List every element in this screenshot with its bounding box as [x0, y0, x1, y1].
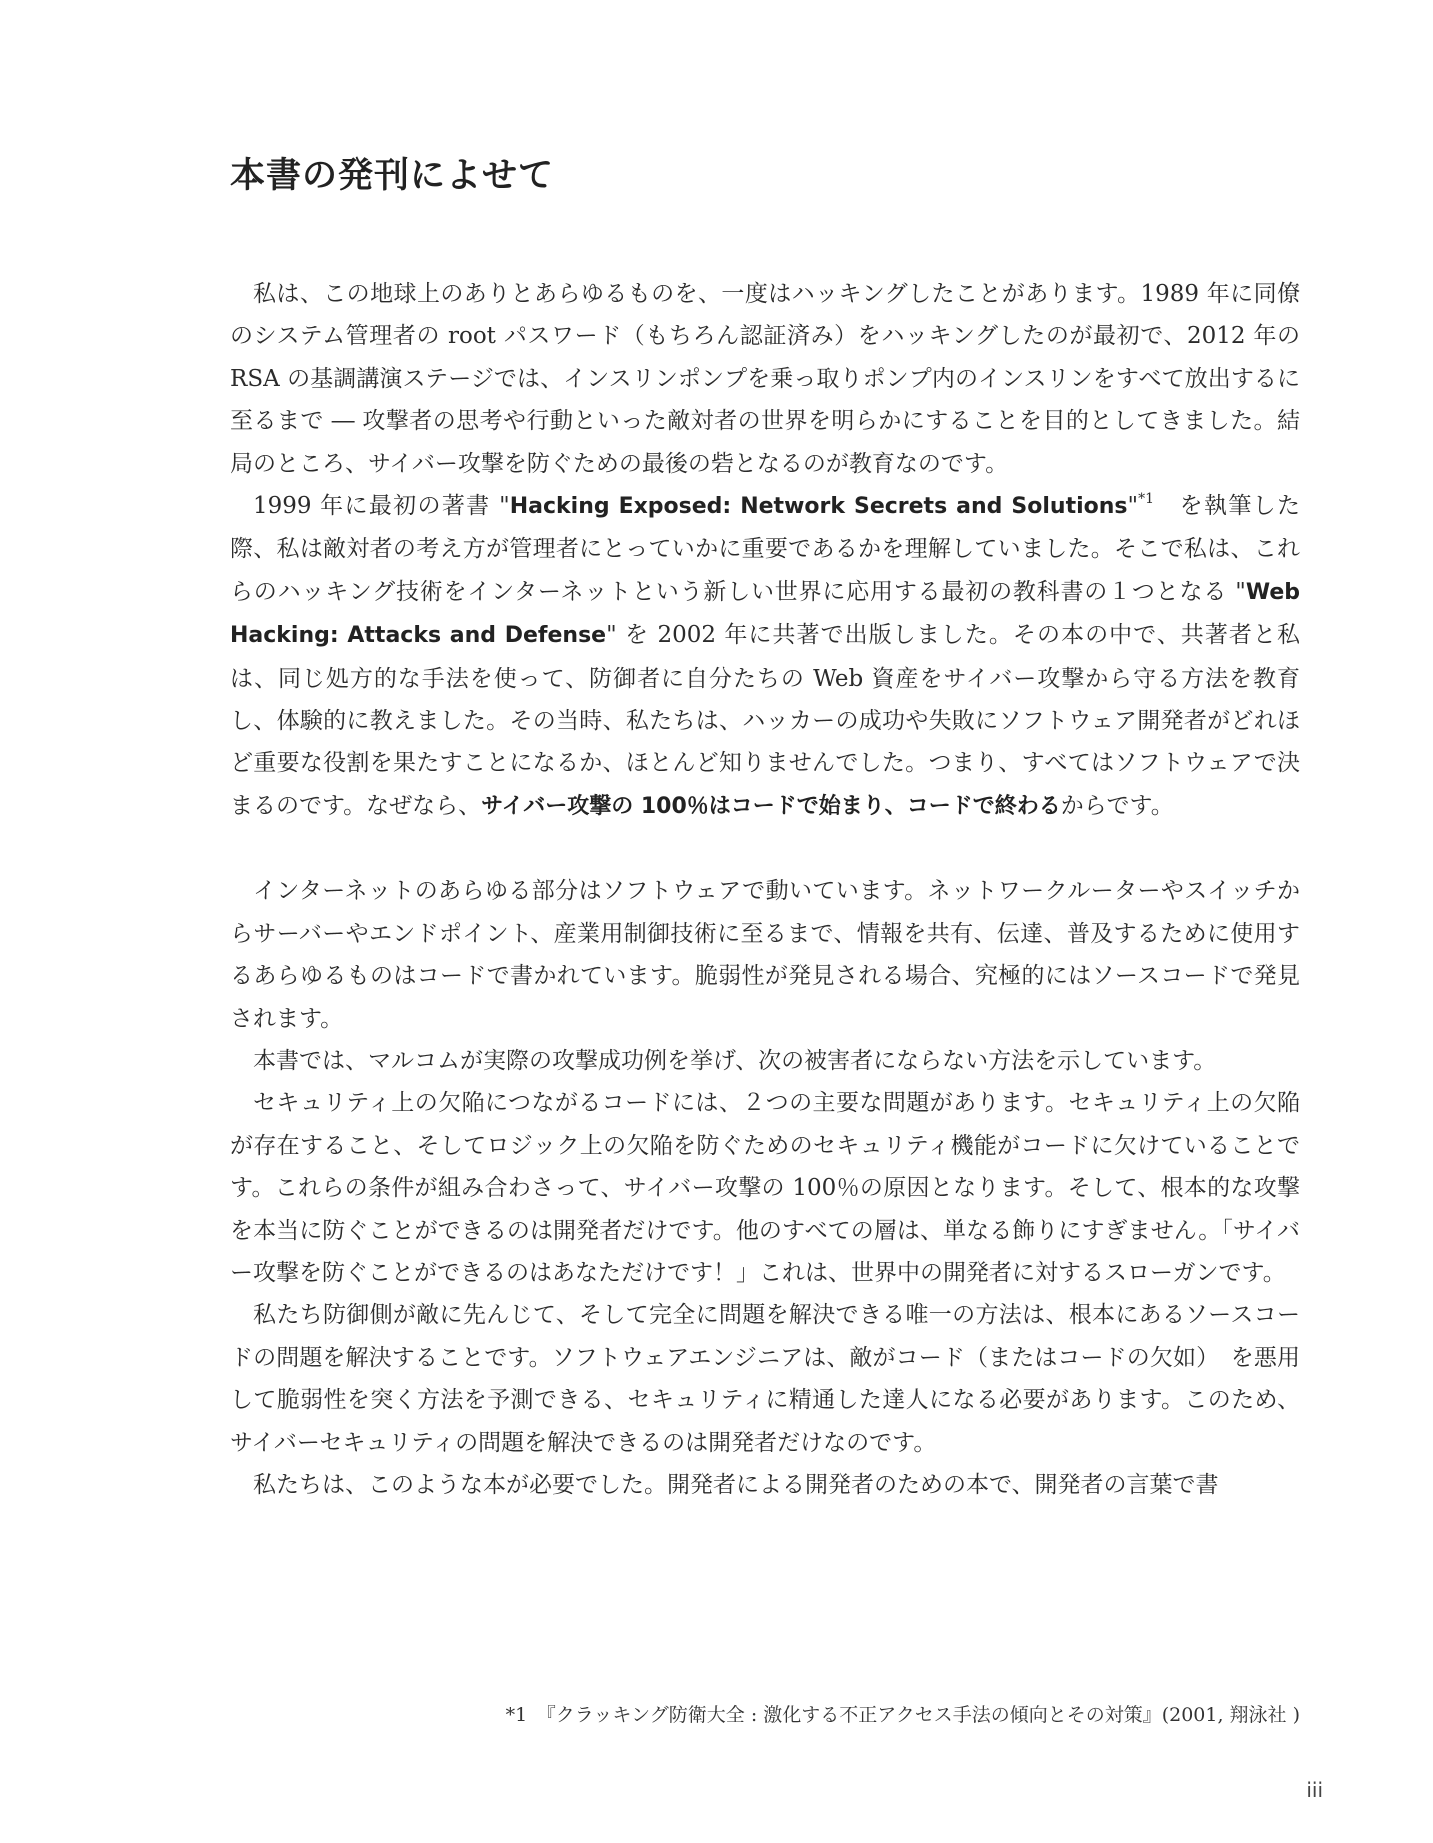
paragraph-2-text-3: を執筆した際、私は敵対者の考え方が管理者にとっていかに重要であるかを理解していました。そこで私は、これらのハッキング技術をインターネットという新しい世界に応用する最初の教科書の１つとなる " — [230, 493, 1301, 605]
book-title-hacking-exposed: Hacking Exposed: Network Secrets and Solutions — [509, 494, 1128, 520]
paragraph-2-text-5: からです。 — [1060, 792, 1174, 819]
paragraph-1: 私は、この地球上のありとあらゆるものを、一度はハッキングしたことがあります。1989 年に同僚のシステム管理者の root パスワード（もちろん認証済み）をハッキングしたのが最初で、2012 年の RSA の基調講演ステージでは、インスリンポンプを乗っ取りポンプ内のインスリンをすべて放出するに至るまで ― 攻撃者の思考や行動といった敵対者の世界を明らかにすることを目的としてきました。結局のところ、サイバー攻撃を防ぐための最後の砦となるのが教育なのです。 — [230, 281, 1300, 477]
paragraph-4: 本書では、マルコムが実際の攻撃成功例を挙げ、次の被害者にならない方法を示しています。 — [253, 1047, 1217, 1074]
page-title: 本書の発刊によせて — [230, 156, 555, 196]
book-title-web-hacking: Web Hacking: Attacks and Defense — [230, 579, 1300, 649]
footnote-marker: *1 — [1138, 491, 1155, 508]
emphasis-text: サイバー攻撃の 100％はコードで始まり、コードで終わる — [481, 793, 1061, 819]
paragraph-2-text-4: " を 2002 年に共著で出版しました。その本の中で、共著者と私は、同じ処方的な手法を使って、防御者に自分たちの Web 資産をサイバー攻撃から守る方法を教育し、体験的に教えました。その当時、私たちは、ハッカーの成功や失敗にソフトウェア開発者がどれほど重要な役割を果たすことになるか、ほとんど知りませんでした。つまり、すべてはソフトウェアで決まるのです。なぜなら、 — [230, 622, 1301, 819]
body-text — [230, 273, 1300, 1506]
paragraph-2 — [230, 485, 1300, 828]
page-number: iii — [1306, 1778, 1323, 1802]
paragraph-2-text-2: " — [1127, 493, 1139, 520]
paragraph-5: セキュリティ上の欠陥につながるコードには、２つの主要な問題があります。セキュリティ上の欠陥が存在すること、そしてロジック上の欠陥を防ぐためのセキュリティ機能がコードに欠けていることです。これらの条件が組み合わさって、サイバー攻撃の 100％の原因となります。そして、根本的な攻撃を本当に防ぐことができるのは開発者だけです。他のすべての層は、単なる飾りにすぎません。「サイバー攻撃を防ぐことができるのはあなただけです！」これは、世界中の開発者に対するスローガンです。 — [230, 1090, 1300, 1286]
paragraph-6: 私たち防御側が敵に先んじて、そして完全に問題を解決できる唯一の方法は、根本にあるソースコードの問題を解決することです。ソフトウェアエンジニアは、敵がコード（またはコードの欠如） を悪用して脆弱性を突く方法を予測できる、セキュリティに精通した達人になる必要があります。このため、サイバーセキュリティの問題を解決できるのは開発者だけなのです。 — [230, 1302, 1300, 1456]
paragraph-3: インターネットのあらゆる部分はソフトウェアで動いています。ネットワークルーターやスイッチからサーバーやエンドポイント、産業用制御技術に至るまで、情報を共有、伝達、普及するために使用するあらゆるものはコードで書かれています。脆弱性が発見される場合、究極的にはソースコードで発見されます。 — [230, 878, 1300, 1032]
footnote: *1 『クラッキング防衛大全 : 激化する不正アクセス手法の傾向とその対策』(2001, 翔泳社 ) — [505, 1704, 1300, 1726]
paragraph-7: 私たちは、このような本が必要でした。開発者による開発者のための本で、開発者の言葉で書 — [253, 1471, 1219, 1498]
paragraph-2-text-1: 1999 年に最初の著書 " — [253, 493, 510, 520]
